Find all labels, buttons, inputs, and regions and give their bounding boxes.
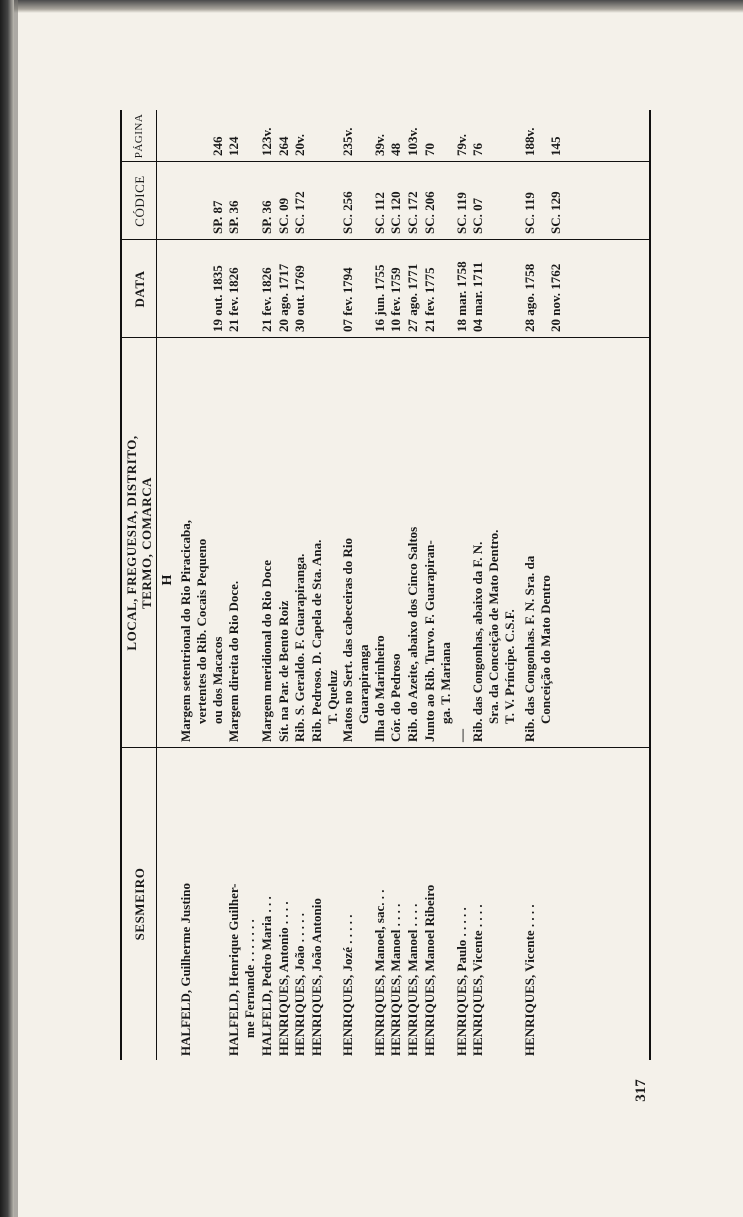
- sesmeiro-cell: [388, 756, 404, 1056]
- sesmeiro-line: HENRIQUES, Manoel . . . .: [388, 903, 403, 1056]
- local-line: Sra. da Conceição de Mato Dentro.: [486, 529, 501, 724]
- data-cell: 19 out. 1835: [210, 265, 225, 332]
- rotated-table-wrapper: [112, 110, 662, 1060]
- sesmeiro-cell: [405, 756, 421, 1056]
- sesmarias-table: [112, 110, 662, 1060]
- local-line: Ilha do Marinheiro: [372, 635, 387, 742]
- header-data: DATA: [131, 270, 147, 308]
- header-rule-bottom: [156, 110, 157, 1060]
- local-line: Rib. do Azeite, abaixo dos Cinco Saltos: [405, 526, 420, 742]
- codice-cell: SC. 120: [388, 191, 403, 234]
- local-cell: [309, 342, 341, 742]
- sesmeiro-cell: [522, 756, 538, 1056]
- sesmeiro-line: HENRIQUES, Manoel Ribeiro: [422, 884, 437, 1056]
- local-line: ga. T. Mariana: [438, 642, 453, 724]
- sesmeiro-cell: [259, 756, 275, 1056]
- codice-cell: SC. 112: [372, 192, 387, 234]
- local-cell: [522, 342, 554, 742]
- codice-cell: SC. 172: [292, 191, 307, 234]
- sesmeiro-line: HENRIQUES, João Antonio: [309, 898, 324, 1056]
- data-cell: 21 fev. 1826: [259, 267, 274, 332]
- sesmeiro-line: HALFELD, Henrique Guilher-: [226, 883, 241, 1056]
- header-codice: CÓDICE: [131, 175, 147, 227]
- sesmeiro-line: HENRIQUES, Vicente . . . .: [470, 904, 485, 1056]
- local-line: Rib. das Congonhas. F. N. Sra. da: [522, 555, 537, 742]
- local-cell: [454, 342, 470, 742]
- codice-cell: SC. 09: [276, 197, 291, 234]
- local-line: Margem direita do Rio Doce.: [226, 580, 241, 742]
- codice-cell: SP. 36: [226, 200, 241, 234]
- sesmeiro-cell: [454, 756, 470, 1056]
- local-cell: [259, 342, 275, 742]
- section-letter: H: [160, 574, 175, 586]
- local-line: —: [454, 729, 469, 742]
- pagina-cell: 39v.: [372, 133, 387, 156]
- pagina-cell: 103v.: [405, 127, 420, 156]
- pagina-cell: 235v.: [340, 127, 355, 156]
- local-cell: [276, 342, 292, 742]
- local-cell: [388, 342, 404, 742]
- local-cell: [178, 342, 226, 742]
- local-cell: [340, 342, 372, 742]
- local-line: Guarapiranga: [356, 644, 371, 724]
- local-line: Margem meridional do Rio Doce: [259, 560, 274, 742]
- codice-cell: SC. 206: [422, 191, 437, 234]
- local-line: Conceição do Mato Dentro: [538, 575, 553, 724]
- sesmeiro-line: HENRIQUES, Paulo . . . . .: [454, 907, 469, 1056]
- codice-cell: SC. 129: [548, 191, 563, 234]
- local-line: Rib. Pedroso. D. Capela de Sta. Ana.: [309, 539, 324, 742]
- sesmeiro-line: HENRIQUES, Manoel . . . .: [405, 903, 420, 1056]
- local-cell: [292, 342, 308, 742]
- local-cell: [405, 342, 421, 742]
- table-rule-bottom: [649, 110, 651, 1060]
- data-cell: 04 mar. 1711: [470, 262, 485, 332]
- data-cell: 28 ago. 1758: [522, 263, 537, 332]
- pagina-cell: 70: [422, 143, 437, 156]
- data-cell: 30 out. 1769: [292, 265, 307, 332]
- data-cell: 10 fev. 1759: [388, 267, 403, 332]
- codice-cell: SC. 172: [405, 191, 420, 234]
- pagina-cell: 124: [226, 136, 241, 156]
- local-line: ou dos Macacos: [210, 636, 225, 724]
- column-separator: [120, 239, 650, 240]
- pagina-cell: 20v.: [292, 133, 307, 156]
- codice-cell: SP. 87: [210, 200, 225, 234]
- header-sesmeiro: SESMEIRO: [131, 867, 147, 941]
- sesmeiro-line: HALFELD, Guilherme Justino: [178, 883, 193, 1056]
- pagina-cell: 123v.: [259, 127, 274, 156]
- data-cell: 20 nov. 1762: [548, 263, 563, 332]
- local-line: Rib. das Congonhas, abaixo da F. N.: [470, 541, 485, 742]
- sesmeiro-cell: [372, 756, 388, 1056]
- pagina-cell: 188v.: [522, 127, 537, 156]
- codice-cell: SC. 07: [470, 197, 485, 234]
- pagina-cell: 48: [388, 143, 403, 156]
- sesmeiro-line: HENRIQUES, Jozé . . . . .: [340, 914, 355, 1056]
- pagina-cell: 246: [210, 136, 225, 156]
- sesmeiro-cell: [422, 756, 438, 1056]
- local-line: Sít. na Par. de Bento Roiz: [276, 600, 291, 742]
- codice-cell: SC. 119: [454, 192, 469, 234]
- page-top-edge: [0, 0, 743, 13]
- data-cell: 20 ago. 1717: [276, 263, 291, 332]
- sesmeiro-line: HENRIQUES, João . . . . .: [292, 912, 307, 1056]
- local-line: Junto ao Rib. Turvo. F. Guarapiran-: [422, 540, 437, 742]
- local-cell: [372, 342, 388, 742]
- sesmeiro-cell: [340, 756, 356, 1056]
- book-spine-shadow: [0, 0, 14, 1217]
- sesmeiro-line: me Fernande . . . . . . .: [242, 919, 257, 1038]
- codice-cell: SP. 36: [259, 200, 274, 234]
- local-line: Cór. do Pedroso: [388, 653, 403, 742]
- local-line: Rib. S. Geraldo. F. Guarapiranga.: [292, 553, 307, 742]
- codice-cell: SC. 119: [522, 192, 537, 234]
- data-cell: 27 ago. 1771: [405, 263, 420, 332]
- local-cell: [422, 342, 454, 742]
- local-line: Margem setentrional do Rio Piracicaba,: [178, 519, 193, 742]
- column-separator: [120, 161, 650, 162]
- pagina-cell: 145: [548, 136, 563, 156]
- sesmeiro-cell: [470, 756, 486, 1056]
- local-cell: [470, 342, 518, 742]
- sesmeiro-line: HENRIQUES, Antonio . . . .: [276, 901, 291, 1056]
- sesmeiro-cell: [292, 756, 308, 1056]
- local-line: Matos no Sert. das cabeceiras do Rio: [340, 537, 355, 742]
- sesmeiro-line: HALFELD, Pedro Maria . . .: [259, 896, 274, 1056]
- sesmeiro-cell: [226, 756, 258, 1056]
- pagina-cell: 264: [276, 136, 291, 156]
- local-line: vertentes do Rib. Cocais Pequeno: [194, 538, 209, 724]
- data-cell: 18 mar. 1758: [454, 261, 469, 332]
- local-line: T. V. Príncipe. C.S.F.: [502, 609, 517, 724]
- data-cell: 07 fev. 1794: [340, 267, 355, 332]
- sesmeiro-cell: [309, 756, 325, 1056]
- column-separator: [120, 747, 650, 748]
- sesmeiro-line: HENRIQUES, Manoel, sac. . .: [372, 889, 387, 1056]
- column-separator: [120, 337, 650, 338]
- header-local: [122, 338, 156, 748]
- data-cell: 21 fev. 1775: [422, 267, 437, 332]
- header-local-line2: TERMO, COMARCA: [139, 477, 154, 609]
- pagina-cell: 79v.: [454, 133, 469, 156]
- sesmeiro-cell: [276, 756, 292, 1056]
- local-cell: [226, 342, 242, 742]
- data-cell: 21 fev. 1826: [226, 267, 241, 332]
- codice-cell: SC. 256: [340, 191, 355, 234]
- header-local-line1: LOCAL, FREGUESIA, DISTRITO,: [124, 435, 139, 651]
- sesmeiro-cell: [178, 756, 194, 1056]
- pagina-cell: 76: [470, 143, 485, 156]
- page-number: 317: [632, 1079, 649, 1102]
- data-cell: 16 jun. 1755: [372, 264, 387, 332]
- header-pagina: PÁGINA: [132, 113, 145, 159]
- book-spine-gutter: [14, 0, 18, 1217]
- sesmeiro-line: HENRIQUES, Vicente . . . .: [522, 904, 537, 1056]
- local-line: T. Queluz: [325, 670, 340, 724]
